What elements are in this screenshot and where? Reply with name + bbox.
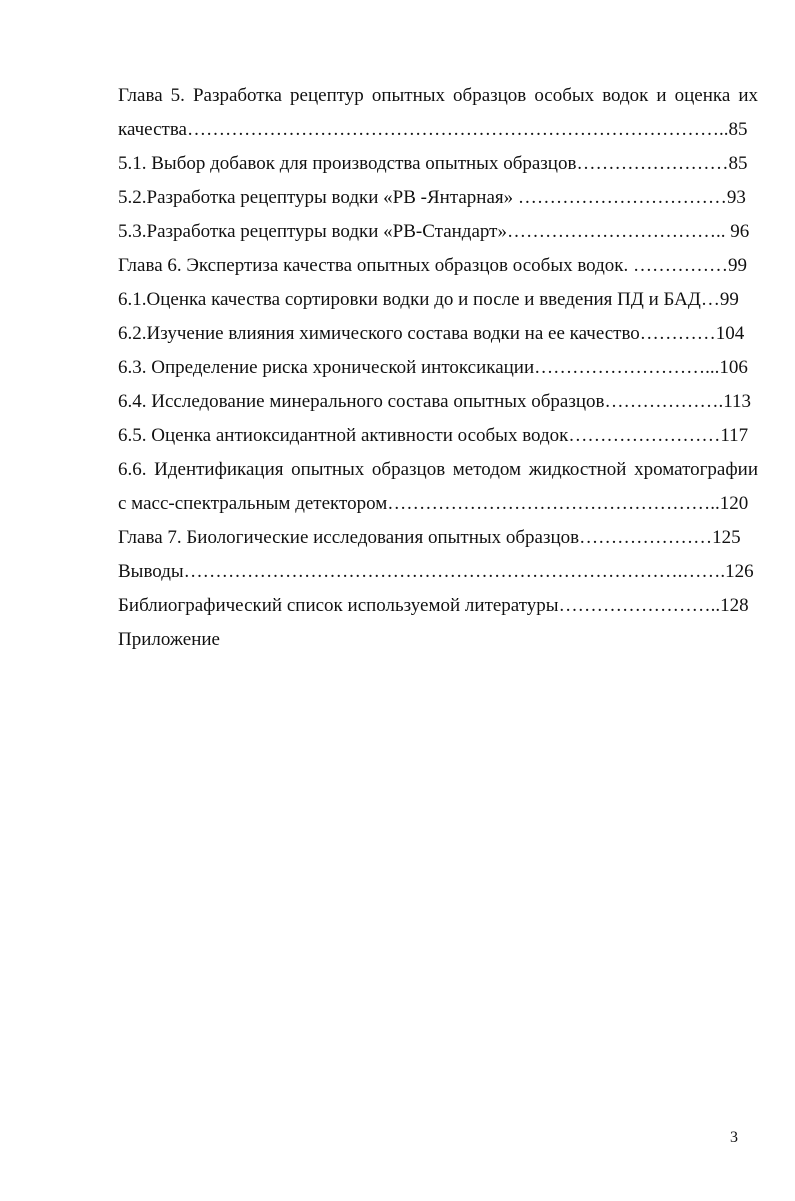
toc-entry-5-1: 5.1. Выбор добавок для производства опытных образцов……………………85 bbox=[118, 153, 748, 174]
toc-entry-5-2: 5.2.Разработка рецептуры водки «РВ -Янтарная» ……………………………93 bbox=[118, 187, 746, 208]
toc-entry-6-1: 6.1.Оценка качества сортировки водки до и после и введения ПД и БАД…99 bbox=[118, 289, 739, 310]
toc-chapter-6: Глава 6. Экспертиза качества опытных образцов особых водок. ……………99 bbox=[118, 255, 748, 276]
toc-bibliography: Библиографический список используемой литературы……………………..128 bbox=[118, 595, 749, 616]
toc-entry-6-6-line-1: 6.6. Идентификация опытных образцов методом жидкостной хроматографии bbox=[118, 459, 758, 480]
toc-chapter-5-line-1: Глава 5. Разработка рецептур опытных образцов особых водок и оценка их bbox=[118, 85, 758, 106]
toc-entry-5-3: 5.3.Разработка рецептуры водки «РВ-Стандарт»…………………………….. 96 bbox=[118, 221, 750, 242]
toc-chapter-5-line-2: качества…………………………………………………………………………..85 bbox=[118, 119, 748, 140]
toc-chapter-7: Глава 7. Биологические исследования опытных образцов…………………125 bbox=[118, 527, 741, 548]
toc-conclusions: Выводы…………………………………………………………………….…….126 bbox=[118, 561, 754, 582]
toc-entry-6-2: 6.2.Изучение влияния химического состава водки на ее качество…………104 bbox=[118, 323, 745, 344]
toc-entry-6-5: 6.5. Оценка антиоксидантной активности особых водок……………………117 bbox=[118, 425, 749, 446]
toc-entry-6-4: 6.4. Исследование минерального состава опытных образцов……………….113 bbox=[118, 391, 752, 412]
toc-appendix: Приложение bbox=[118, 629, 220, 650]
toc-entry-6-3: 6.3. Определение риска хронической интоксикации………………………...106 bbox=[118, 357, 748, 378]
page-number: 3 bbox=[730, 1129, 738, 1146]
toc-entry-6-6-line-2: с масс-спектральным детектором……………………………………………..120 bbox=[118, 493, 749, 514]
